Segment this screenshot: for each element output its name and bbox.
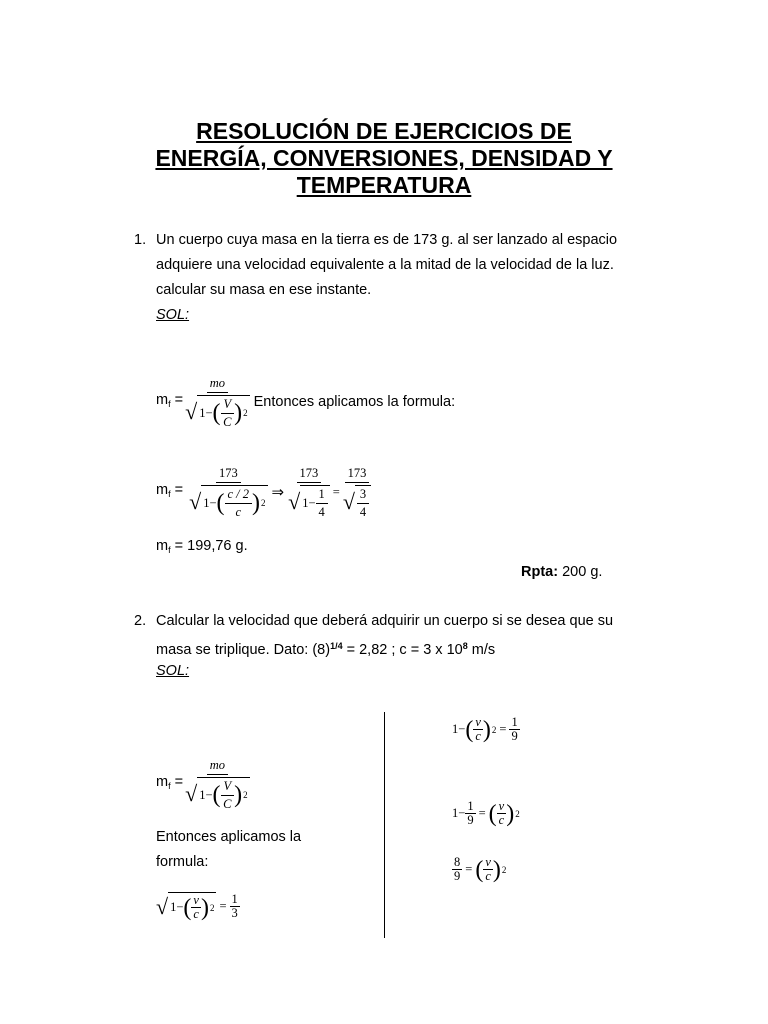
title-line-1: RESOLUCIÓN DE EJERCICIOS DE: [196, 118, 572, 144]
ex2-equation-2: 1 − ( $\frac{v}{c}$ ) 2 = $\frac{1}{9}$: [452, 715, 518, 743]
ex1-formula-mf: $m_f$ = mo √ 1 − ( $\frac{V}{C}$ ) 2 Entonces aplicamos la formula:: [156, 376, 456, 429]
ex2-then-line-1: Entonces aplicamos la: [156, 829, 302, 845]
ex2-then-line-2: formula:: [156, 854, 209, 870]
ex2-number: 2.: [134, 613, 147, 629]
ex2-formula-mf: $m_f$ = mo √ 1 − ( $\frac{V}{C}$ ) 2: [156, 758, 248, 811]
ex2-sol-label: SOL:: [156, 663, 190, 679]
ex1-line-2: adquiere una velocidad equivalente a la mitad de la velocidad de la luz.: [156, 257, 614, 273]
ex2-line-2: masa se triplique. Dato: $(8)^{1/4} = 2,82$ ; c = 3 x $10^8$ m/s: [156, 641, 496, 658]
ex1-formula-substitution: $m_f$ = 173 √ 1 − ( $\frac{c / 2}{c}$ ) 2 ⇒ 173 √ 1 − $\frac{1}{4}$ = 173 √ $\frac{3}{4}$: [156, 466, 371, 519]
ex2-equation-3: 1 − $\frac{1}{9}$ = ( $\frac{v}{c}$ ) 2: [452, 799, 520, 827]
title-line-3: TEMPERATURA: [296, 172, 472, 198]
ex2-line-1: Calcular la velocidad que deberá adquirir un cuerpo si se desea que su: [156, 613, 614, 629]
ex2-equation-1: √ 1 − ( $\frac{v}{c}$ ) 2 = $\frac{1}{3}$: [156, 892, 238, 921]
column-divider: [384, 712, 385, 938]
title-line-2: ENERGÍA, CONVERSIONES, DENSIDAD Y: [155, 145, 613, 171]
ex1-line-1: Un cuerpo cuya masa en la tierra es de 173 g. al ser lanzado al espacio: [156, 232, 618, 248]
mo-numerator: mo: [207, 376, 228, 393]
ex1-answer: Rpta: 200 g.: [521, 564, 603, 580]
ex1-then-text: Entonces aplicamos la formula:: [253, 394, 456, 410]
ex1-number: 1.: [134, 232, 147, 248]
ex1-result: $m_f = 199,76$ g.: [156, 538, 248, 555]
ex2-equation-4: $\frac{8}{9}$ = ( $\frac{v}{c}$ ) 2: [454, 855, 507, 883]
implies-arrow: ⇒: [271, 485, 285, 501]
ex1-line-3: calcular su masa en ese instante.: [156, 282, 372, 298]
document-title: [0, 118, 768, 199]
ex1-sol-label: SOL:: [156, 307, 190, 323]
